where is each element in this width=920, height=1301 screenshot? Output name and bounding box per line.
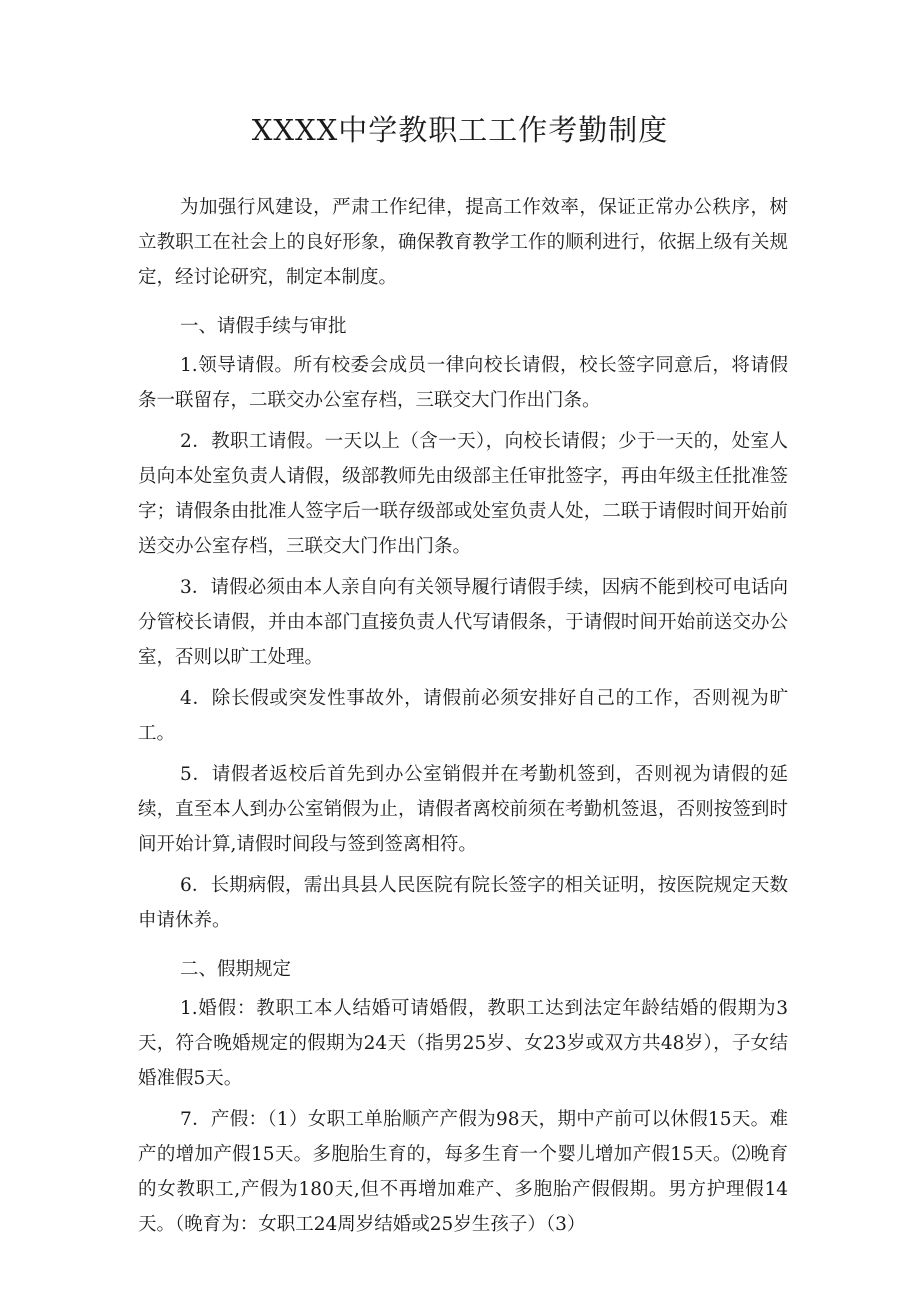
holiday-rule-maternity: 7．产假：（1）女职工单胎顺产产假为98天，期中产前可以休假15天。难产的增加产假15天。多胞胎生育的，每多生育一个婴儿增加产假15天。⑵晚育的女教职工,产假为180天,但不再增加难产、多胞胎产假假期。男方护理假14天。（晚育为：女职工24周岁结婚或25岁生孩子）（3）	[138, 1109, 788, 1235]
leave-rule-1: 1.领导请假。所有校委会成员一律向校长请假，校长签字同意后，将请假条一联留存，二联交办公室存档，三联交大门作出门条。	[138, 355, 788, 411]
section-heading-holiday-rules: 二、假期规定	[180, 959, 292, 980]
document-title: XXXX中学教职工工作考勤制度	[251, 113, 669, 147]
document-body	[138, 190, 788, 1248]
intro-paragraph: 为加强行风建设，严肃工作纪律，提高工作效率，保证正常办公秩序，树立教职工在社会上的良好形象，确保教育教学工作的顺利进行，依据上级有关规定，经讨论研究，制定本制度。	[138, 197, 788, 288]
leave-rule-5: 5．请假者返校后首先到办公室销假并在考勤机签到，否则视为请假的延续，直至本人到办公室销假为止，请假者离校前须在考勤机签退，否则按签到时间开始计算,请假时间段与签到签离相符。	[138, 764, 788, 855]
leave-rule-4: 4．除长假或突发性事故外，请假前必须安排好自己的工作，否则视为旷工。	[138, 688, 788, 744]
leave-rule-3: 3．请假必须由本人亲自向有关领导履行请假手续，因病不能到校可电话向分管校长请假，并由本部门直接负责人代写请假条，于请假时间开始前送交办公室，否则以旷工处理。	[138, 577, 788, 668]
leave-rule-6: 6．长期病假，需出具县人民医院有院长签字的相关证明，按医院规定天数申请休养。	[138, 875, 788, 931]
section-heading-leave-procedure: 一、请假手续与审批	[180, 316, 347, 337]
leave-rule-2: 2．教职工请假。一天以上（含一天），向校长请假；少于一天的，处室人员向本处室负责人请假，级部教师先由级部主任审批签字，再由年级主任批准签字；请假条由批准人签字后一联存级部或处室负责人处，二联于请假时间开始前送交办公室存档，三联交大门作出门条。	[138, 431, 788, 557]
holiday-rule-marriage: 1.婚假：教职工本人结婚可请婚假，教职工达到法定年龄结婚的假期为3天，符合晚婚规定的假期为24天（指男25岁、女23岁或双方共48岁），子女结婚准假5天。	[138, 998, 788, 1089]
